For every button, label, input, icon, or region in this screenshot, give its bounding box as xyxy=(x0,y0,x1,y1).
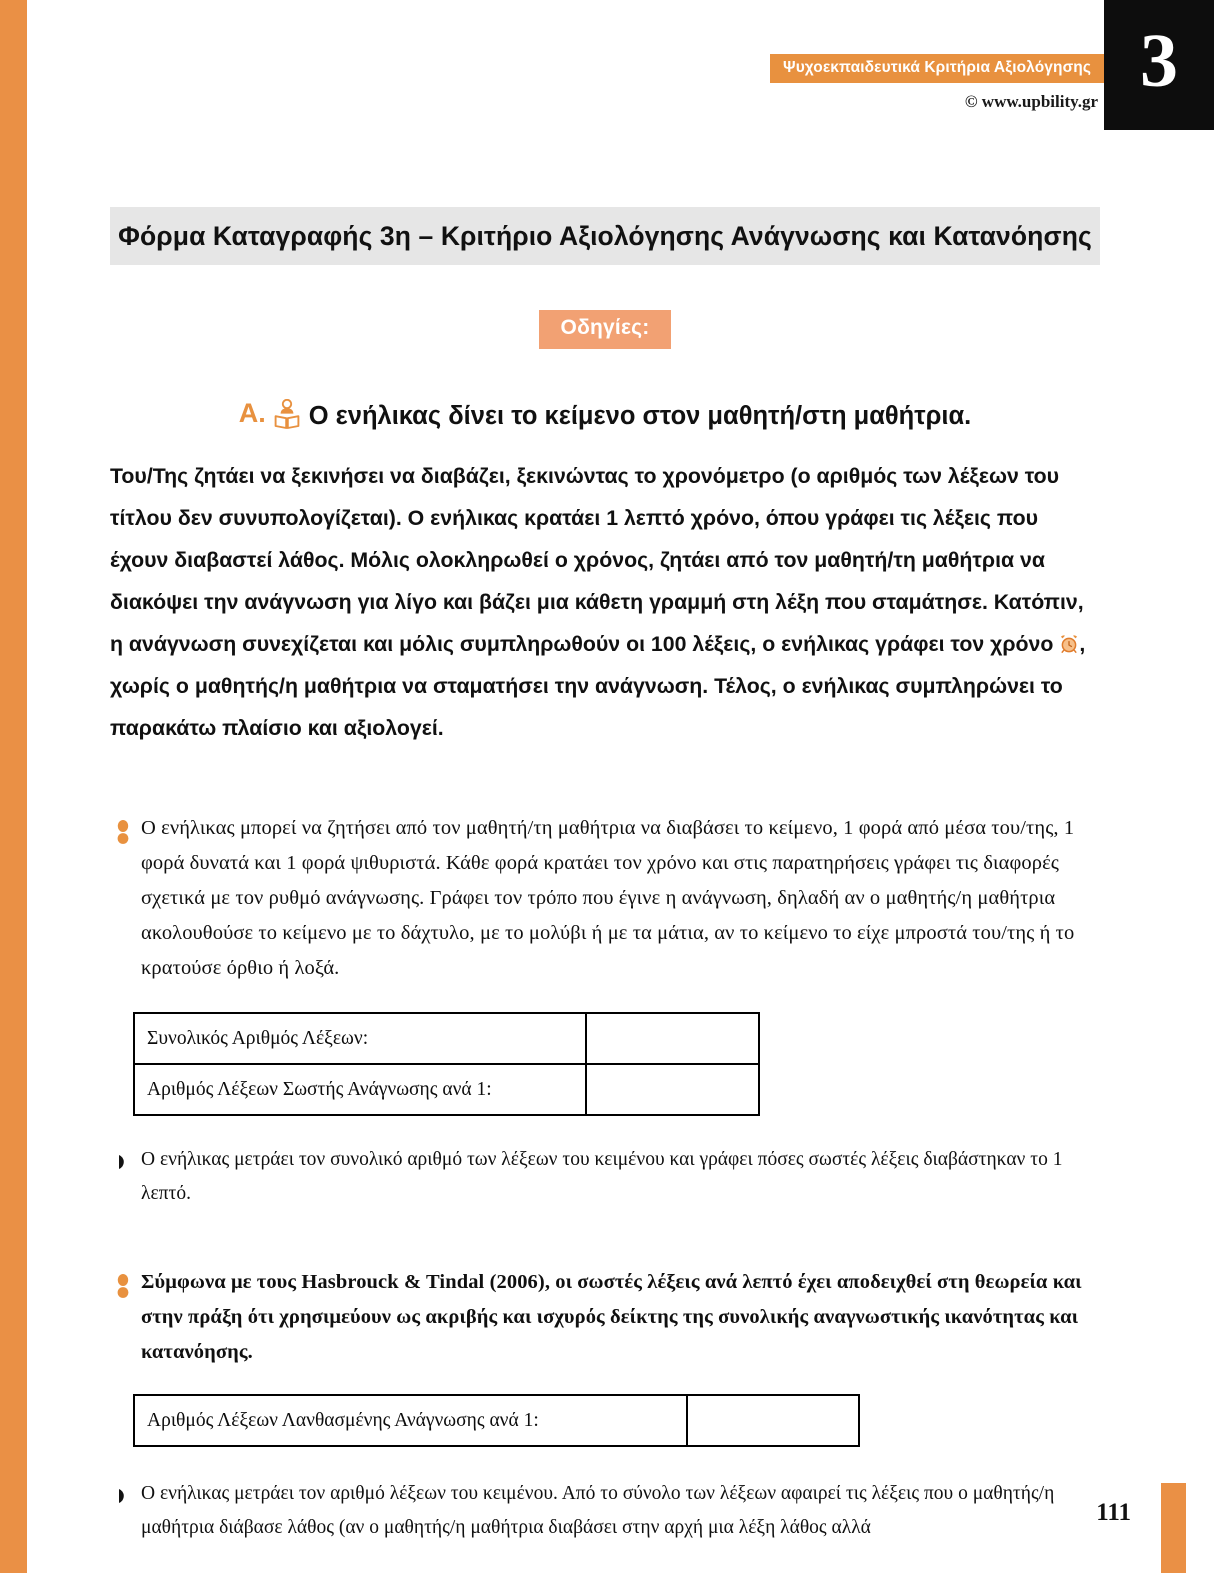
footer-accent-tab xyxy=(1161,1483,1186,1573)
table-row xyxy=(134,1013,759,1064)
note-incorrect-words-text: Ο ενήλικας μετράει τον αριθμό λέξεων του κειμένου. Από το σύνολο των λέξεων αφαιρεί τις λέξεις που ο μαθητής/η μαθήτρια διάβασε λάθος (αν ο μαθητής/η μαθήτρια διαβάσει στην αρχή μια λέξη λάθος αλλά xyxy=(141,1483,1055,1538)
table2-row0-value[interactable] xyxy=(687,1395,859,1446)
intro-paragraph xyxy=(110,455,1100,749)
page-title: Φόρμα Καταγραφής 3η – Κριτήριο Αξιολόγησης Ανάγνωσης και Κατανόησης xyxy=(110,207,1100,265)
table1-row1-value[interactable] xyxy=(586,1064,759,1115)
block-hasbrouck-tindal-text: Σύμφωνα με τους Hasbrouck & Tindal (2006), οι σωστές λέξεις ανά λεπτό έχει αποδειχθεί στη θεωρεία και στην πράξη ότι χρησιμεύουν ως ακριβής και ισχυρός δείκτης της συνολικής αναγνωστικής ικανότητας και κατανόησης. xyxy=(141,1271,1082,1363)
alarm-clock-icon xyxy=(1060,625,1078,643)
half-circle-bullet-icon xyxy=(118,1154,128,1170)
note-incorrect-words xyxy=(110,1477,1100,1545)
section-a-heading xyxy=(110,399,1100,429)
incorrect-words-table xyxy=(133,1394,860,1447)
block-reading-modes-text: Ο ενήλικας μπορεί να ζητήσει από τον μαθητή/τη μαθήτρια να διαβάσει το κείμενο, 1 φορά από μέσα του/της, 1 φορά δυνατά και 1 φορά ψιθυριστά. Κάθε φορά κρατάει τον χρόνο και στις παρατηρήσεις γράφει τις διαφορές σχετικά με τον ρυθμό ανάγνωσης. Γράφει τον τρόπο που έγινε η ανάγνωση, δηλαδή αν ο μαθητής/η μαθήτρια ακολουθούσε το κείμενο με το δάχτυλο, με το μολύβι ή με τα μάτια, αν το κείμενο το είχε μπροστά του/της ή το κρατούσε όρθιο ή λοξά. xyxy=(141,817,1075,979)
section-a-letter: Α. xyxy=(238,398,266,428)
table2-row0-label: Αριθμός Λέξεων Λανθασμένης Ανάγνωσης ανά 1: xyxy=(134,1395,687,1446)
person-reading-book-icon xyxy=(274,399,300,429)
orange-pin-bullet-icon xyxy=(115,820,131,846)
page-number: 111 xyxy=(1096,1499,1131,1526)
header-copyright: © www.upbility.gr xyxy=(964,92,1098,111)
instructions-badge: Οδηγίες: xyxy=(539,310,672,349)
intro-text-part-1: Του/Της ζητάει να ξεκινήσει να διαβάζει, ξεκινώντας το χρονόμετρο (ο αριθμός των λέξεων του τίτλου δεν συνυπολογίζεται). Ο ενήλικας κρατάει 1 λεπτό χρόνο, όπου γράφει τις λέξεις που έχουν διαβαστεί λάθος. Μόλις ολοκληρωθεί ο χρόνος, ζητάει από τον μαθητή/τη μαθήτρια να διακόψει την ανάγνωση για λίγο και βάζει μια κάθετη γραμμή στη λέξη που σταμάτησε. Κατόπιν, η ανάγνωση συνεχίζεται και μόλις συμπληρωθούν οι 100 λέξεις, ο ενήλικας γράφει τον χρόνο xyxy=(110,464,1084,656)
section-a-title: Ο ενήλικας δίνει το κείμενο στον μαθητή/στη μαθήτρια. xyxy=(308,401,972,430)
table1-row0-value[interactable] xyxy=(586,1013,759,1064)
note-total-words-text: Ο ενήλικας μετράει τον συνολικό αριθμό των λέξεων του κειμένου και γράφει πόσες σωστές λέξεις διαβάστηκαν το 1 λεπτό. xyxy=(141,1149,1063,1204)
table1-row0-label: Συνολικός Αριθμός Λέξεων: xyxy=(134,1013,586,1064)
table-row xyxy=(134,1064,759,1115)
table-row xyxy=(134,1395,859,1446)
block-reading-modes xyxy=(110,811,1100,986)
instructions-badge-wrap xyxy=(110,310,1100,349)
note-total-words xyxy=(110,1143,1100,1211)
table1-row1-label: Αριθμός Λέξεων Σωστής Ανάγνωσης ανά 1: xyxy=(134,1064,586,1115)
orange-pin-bullet-icon xyxy=(115,1274,131,1300)
chapter-number: 3 xyxy=(1140,19,1178,103)
total-words-table xyxy=(133,1012,760,1116)
left-accent-bar xyxy=(0,0,27,1573)
header-series-tag: Ψυχοεκπαιδευτικά Κριτήρια Αξιολόγησης xyxy=(770,54,1104,83)
block-hasbrouck-tindal xyxy=(110,1265,1100,1370)
page-content xyxy=(110,0,1100,1545)
intro-text-part-2: , χωρίς ο μαθητής/η μαθήτρια να σταματήσει την ανάγνωση. Τέλος, ο ενήλικας συμπληρώνει το παρακάτω πλαίσιο και αξιολογεί. xyxy=(110,632,1086,740)
half-circle-bullet-icon xyxy=(118,1488,128,1504)
